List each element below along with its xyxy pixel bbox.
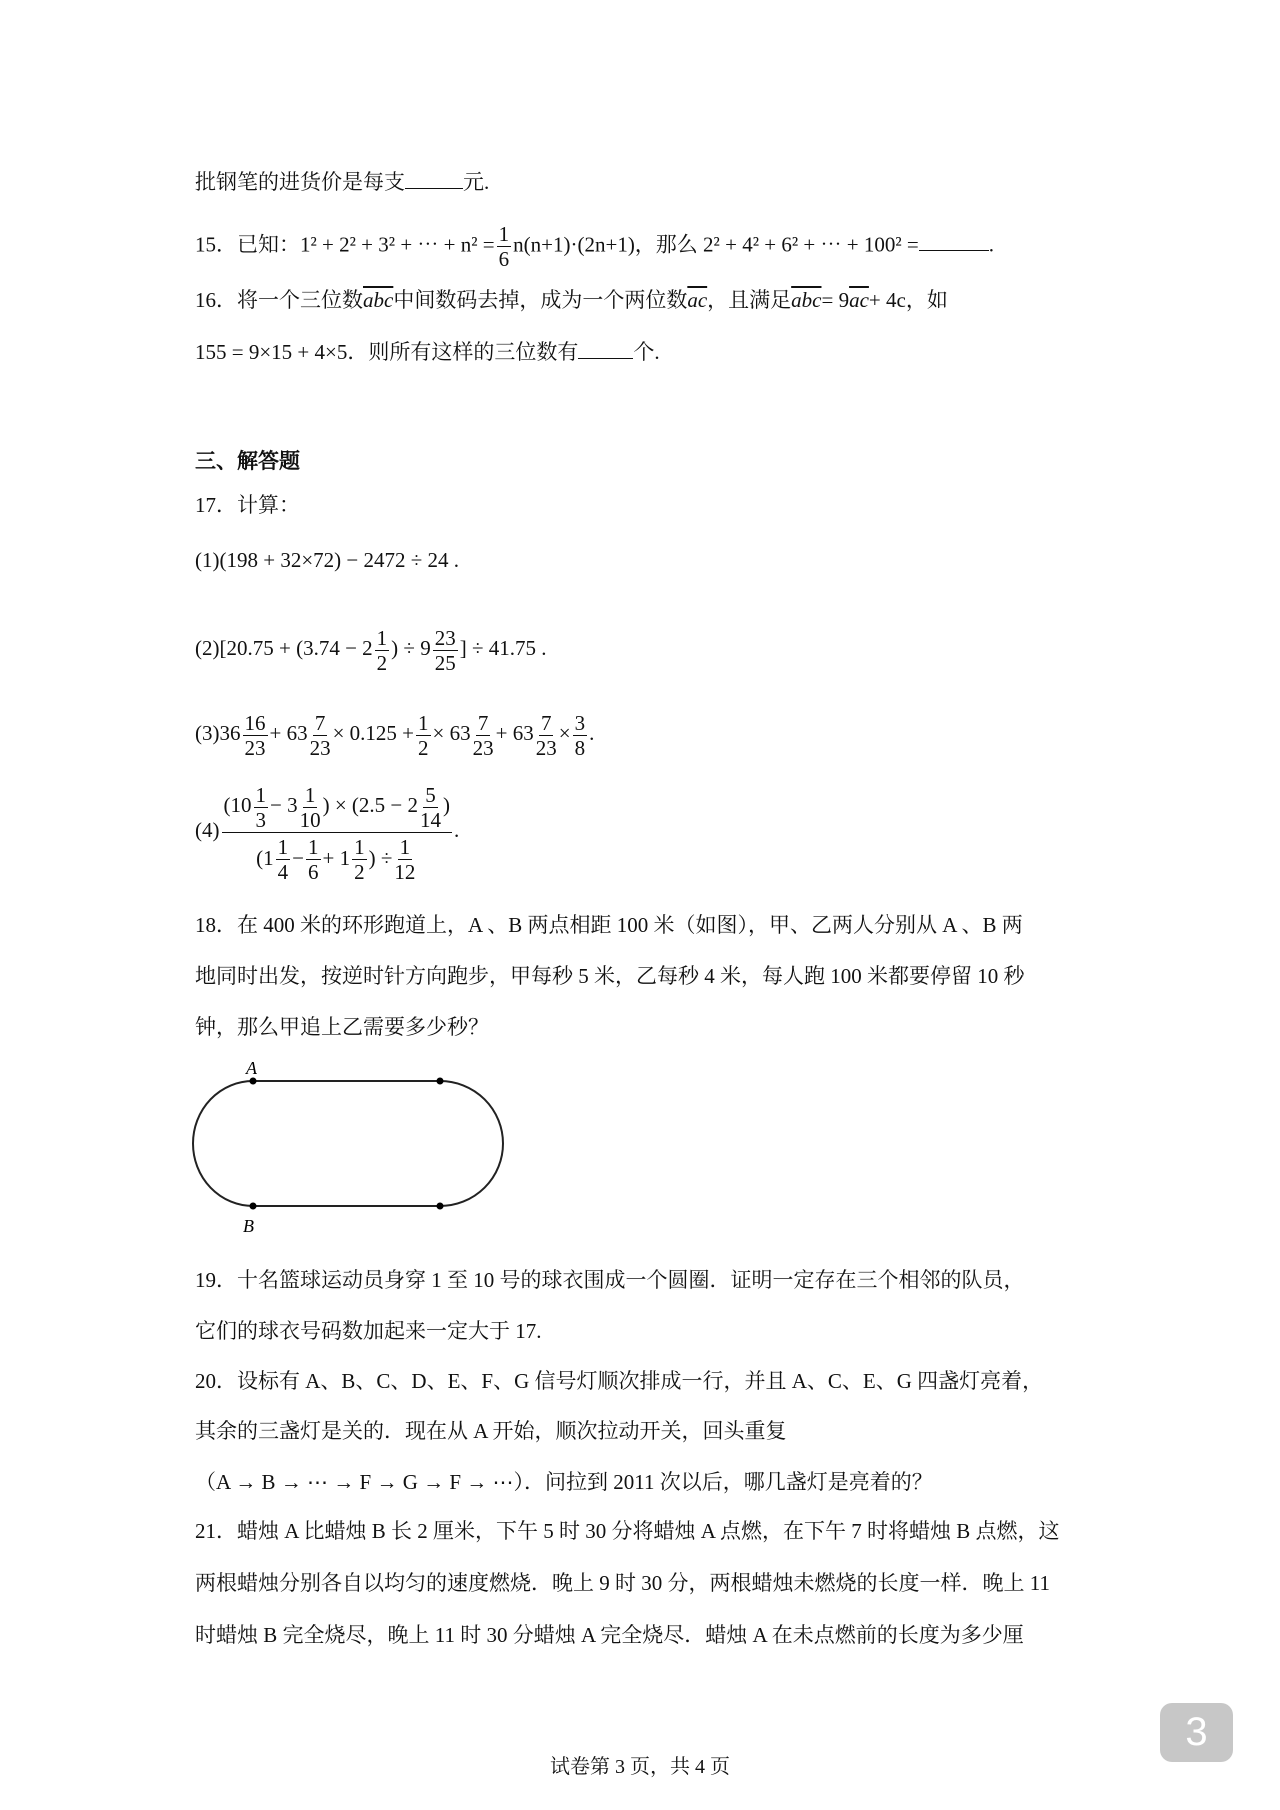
math: ): [443, 793, 451, 817]
numerator: 1: [376, 625, 388, 650]
numerator: 7: [540, 710, 552, 735]
denominator: 2: [418, 735, 429, 760]
math: (10: [223, 793, 252, 817]
numerator: 1: [277, 835, 289, 860]
denominator: 8: [574, 735, 586, 760]
math: × 0.125 +: [332, 721, 415, 745]
fraction: [473, 711, 494, 760]
q19-line: 它们的球衣号码数加起来一定大于 17.: [195, 1319, 542, 1343]
math: (3)36: [195, 721, 241, 745]
math: $\overline{ac}$: [849, 288, 869, 312]
q-number: 15．: [195, 232, 237, 257]
fraction: [310, 711, 331, 760]
question-17: [195, 490, 300, 520]
math: $\overline{abc}$: [363, 288, 394, 312]
fraction: [243, 711, 268, 760]
numerator: 23: [434, 625, 456, 650]
numerator: 7: [477, 710, 489, 735]
numerator: 1: [354, 835, 365, 860]
q14-tail: [195, 167, 489, 197]
math: ) × (2.5 − 2: [322, 793, 419, 817]
section-heading: 三、解答题: [195, 449, 300, 473]
q20-line: 20．设标有 A、B、C、D、E、F、G 信号灯顺次排成一行，并且 A、C、E、G 四盏灯亮着，: [195, 1369, 1044, 1393]
q17-part2: [195, 620, 546, 676]
denominator: 23: [472, 735, 494, 760]
math: −: [292, 845, 304, 870]
fraction: [352, 835, 367, 884]
numerator: 7: [314, 710, 326, 735]
fraction: [375, 626, 390, 675]
fraction: [394, 835, 415, 884]
complex-fraction: [222, 780, 453, 884]
numerator: 16: [244, 710, 266, 735]
text: 155 = 9×15 + 4×5．则所有这样的三位数有: [195, 340, 579, 364]
q17-part3: [195, 705, 594, 761]
denominator: 23: [309, 735, 331, 760]
math: (2)[20.75 + (3.74 − 2: [195, 636, 373, 660]
fraction: [416, 711, 431, 760]
math: ×: [558, 721, 571, 745]
point-top-right: [437, 1078, 444, 1085]
math: n(n+1)·(2n+1)，那么 2² + 4² + 6² + ⋯ + 100² =: [513, 232, 919, 257]
question-16-line2: [195, 337, 660, 367]
q-number: 16．: [195, 288, 237, 312]
q20-line: 其余的三盏灯是关的．现在从 A 开始，顺次拉动开关，回头重复: [195, 1419, 787, 1443]
denominator: 25: [434, 650, 456, 675]
fraction: [497, 222, 512, 271]
numerator: 1: [255, 782, 266, 807]
denominator: 4: [277, 860, 289, 885]
denominator: [256, 833, 417, 885]
text: + 4c，如: [868, 288, 948, 312]
point-a: [250, 1078, 257, 1085]
math: ] ÷ 41.75 .: [459, 636, 547, 660]
denominator: 2: [376, 650, 388, 675]
math: $\overline{ac}$: [687, 288, 708, 312]
page-number-badge: 3: [1160, 1703, 1233, 1762]
fraction: [254, 783, 269, 832]
math: $\overline{abc}$: [791, 288, 822, 312]
text: .: [988, 232, 994, 257]
numerator: 1: [308, 835, 319, 860]
denominator: 14: [420, 807, 442, 832]
math: × 63: [432, 721, 471, 745]
point-b: [250, 1203, 257, 1210]
q21-line: 两根蜡烛分别各自以均匀的速度燃烧．晚上 9 时 30 分，两根蜡烛未燃烧的长度一样．晚上 11: [195, 1571, 1050, 1595]
answer-blank: [405, 168, 463, 189]
q-number: 17．: [195, 493, 237, 517]
numerator: [222, 780, 453, 833]
fraction: [433, 626, 458, 675]
text: 中间数码去掉，成为一个两位数: [393, 288, 688, 312]
math: = 9: [821, 288, 850, 312]
label-b: B: [243, 1216, 254, 1236]
q17-part1: (1)(198 + 32×72) − 2472 ÷ 24 .: [195, 548, 460, 572]
denominator: 12: [394, 860, 416, 885]
math: 1² + 2² + 3² + ⋯ + n² =: [300, 232, 495, 257]
numerator: 1: [498, 222, 510, 246]
math: (4): [195, 818, 220, 842]
math: − 3: [270, 793, 298, 817]
numerator: 1: [399, 835, 411, 860]
denominator: 2: [354, 860, 365, 885]
text: ，且满足: [707, 288, 792, 312]
text: 将一个三位数: [237, 288, 363, 312]
q17-part4: [195, 775, 459, 885]
fraction: [300, 783, 321, 832]
math: .: [454, 818, 460, 842]
q19-line: 19．十名篮球运动员身穿 1 至 10 号的球衣围成一个圆圈．证明一定存在三个相邻的队员，: [195, 1268, 1025, 1292]
denominator: 23: [535, 735, 557, 760]
math: + 63: [495, 721, 534, 745]
denominator: 6: [498, 247, 510, 271]
q21-line: 时蜡烛 B 完全烧尽，晚上 11 时 30 分蜡烛 A 完全烧尽．蜡烛 A 在未点燃前的长度为多少厘: [195, 1623, 1024, 1647]
math: (1: [256, 845, 274, 870]
numerator: 3: [574, 710, 586, 735]
denominator: 3: [255, 807, 266, 832]
label-a: A: [246, 1058, 257, 1078]
q20-line: （A → B → ⋯ → F → G → F → ⋯）．问拉到 2011 次以后，哪几盏灯是亮着的？: [195, 1470, 933, 1494]
text: 批钢笔的进货价是每支: [195, 170, 405, 194]
question-15: [195, 222, 994, 271]
math: + 63: [269, 721, 308, 745]
text: 元.: [463, 170, 490, 194]
answer-blank: [919, 230, 989, 251]
fraction: [536, 711, 557, 760]
q18-line: 钟，那么甲追上乙需要多少秒？: [195, 1015, 489, 1039]
track-outline: [193, 1081, 503, 1206]
denominator: 10: [299, 807, 321, 832]
page-footer: 试卷第 3 页，共 4 页: [550, 1756, 730, 1778]
numerator: 5: [425, 782, 436, 807]
q18-line: 18．在 400 米的环形跑道上，A 、B 两点相距 100 米（如图），甲、乙两人分别从 A 、B 两: [195, 913, 1023, 937]
track-diagram: [180, 1050, 520, 1250]
denominator: 6: [308, 860, 319, 885]
answer-blank: [578, 338, 633, 359]
math: ) ÷: [368, 845, 393, 870]
math: .: [589, 721, 595, 745]
numerator: 1: [418, 710, 429, 735]
q18-line: 地同时出发，按逆时针方向跑步，甲每秒 5 米，乙每秒 4 米，每人跑 100 米都要停留 10 秒: [195, 964, 1025, 988]
text: 计算：: [237, 493, 300, 517]
fraction: [276, 835, 291, 884]
q21-line: 21．蜡烛 A 比蜡烛 B 长 2 厘米，下午 5 时 30 分将蜡烛 A 点燃，在下午 7 时将蜡烛 B 点燃，这: [195, 1519, 1060, 1543]
point-bottom-right: [437, 1203, 444, 1210]
fraction: [306, 835, 321, 884]
fraction: [573, 711, 588, 760]
question-16: [195, 285, 948, 315]
math: ) ÷ 9: [391, 636, 431, 660]
numerator: 1: [304, 782, 316, 807]
denominator: 23: [244, 735, 266, 760]
fraction: [420, 783, 441, 832]
text: 已知：: [237, 232, 300, 257]
text: 个.: [633, 340, 660, 364]
math: + 1: [322, 845, 351, 870]
